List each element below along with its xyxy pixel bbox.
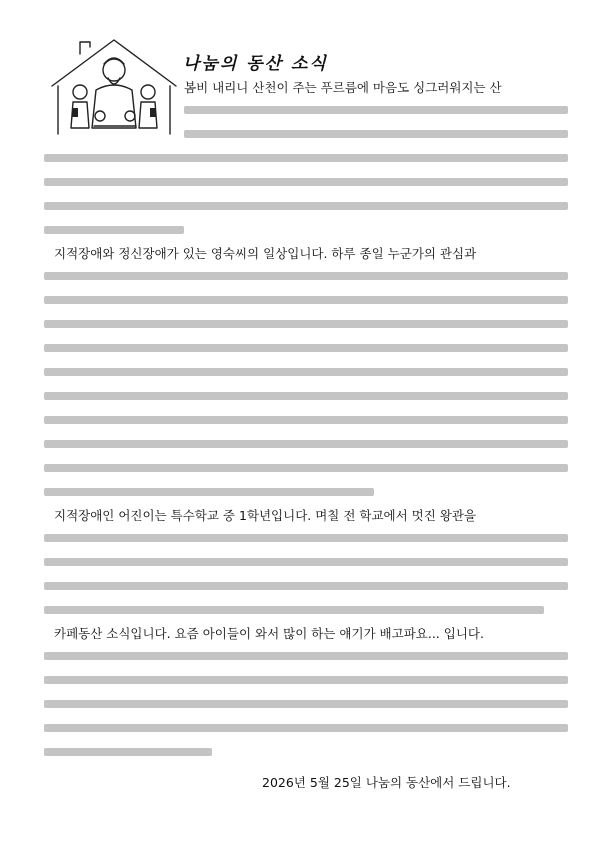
paragraph-4-line [44, 676, 568, 684]
paragraph-4-line [44, 748, 212, 756]
paragraph-1-line [44, 202, 568, 210]
paragraph-1-line [184, 130, 568, 138]
paragraph-2-line [44, 296, 568, 304]
paragraph-1-line [184, 106, 568, 114]
paragraph-3-line [44, 534, 568, 542]
paragraph-2-line [44, 416, 568, 424]
paragraph-2-line [44, 464, 568, 472]
paragraph-3-line [44, 558, 568, 566]
paragraph-3-first-line: 지적장애인 어진이는 특수학교 중 1학년입니다. 며칠 전 학교에서 멋진 왕관을 [54, 508, 477, 523]
newsletter-title: 나눔의 동산 소식 [183, 54, 328, 74]
paragraph-3-line [44, 606, 544, 614]
paragraph-2-line [44, 320, 568, 328]
paragraph-4-line [44, 652, 568, 660]
paragraph-2-line [44, 272, 568, 280]
paragraph-4-line [44, 724, 568, 732]
paragraph-2-first-line: 지적장애와 정신장애가 있는 영숙씨의 일상입니다. 하루 종일 누군가의 관심과 [54, 246, 477, 261]
paragraph-2-line [44, 440, 568, 448]
illustration-figures [44, 28, 184, 140]
paragraph-1-line [44, 178, 568, 186]
paragraph-1-line [44, 154, 568, 162]
paragraph-1-line [44, 226, 184, 234]
paragraph-2-line [44, 368, 568, 376]
paragraph-4-first-line: 카페동산 소식입니다. 요즘 아이들이 와서 많이 하는 얘기가 배고파요... 입니다. [54, 626, 484, 641]
footer-signoff: 2026년 5월 25일 나눔의 동산에서 드립니다. [262, 775, 511, 790]
paragraph-3-line [44, 582, 568, 590]
paragraph-2-line [44, 344, 568, 352]
paragraph-1-first-line: 봄비 내리니 산천이 주는 푸르름에 마음도 싱그러워지는 산 [184, 80, 502, 95]
paragraph-2-line [44, 392, 568, 400]
paragraph-4-line [44, 700, 568, 708]
paragraph-2-line [44, 488, 374, 496]
